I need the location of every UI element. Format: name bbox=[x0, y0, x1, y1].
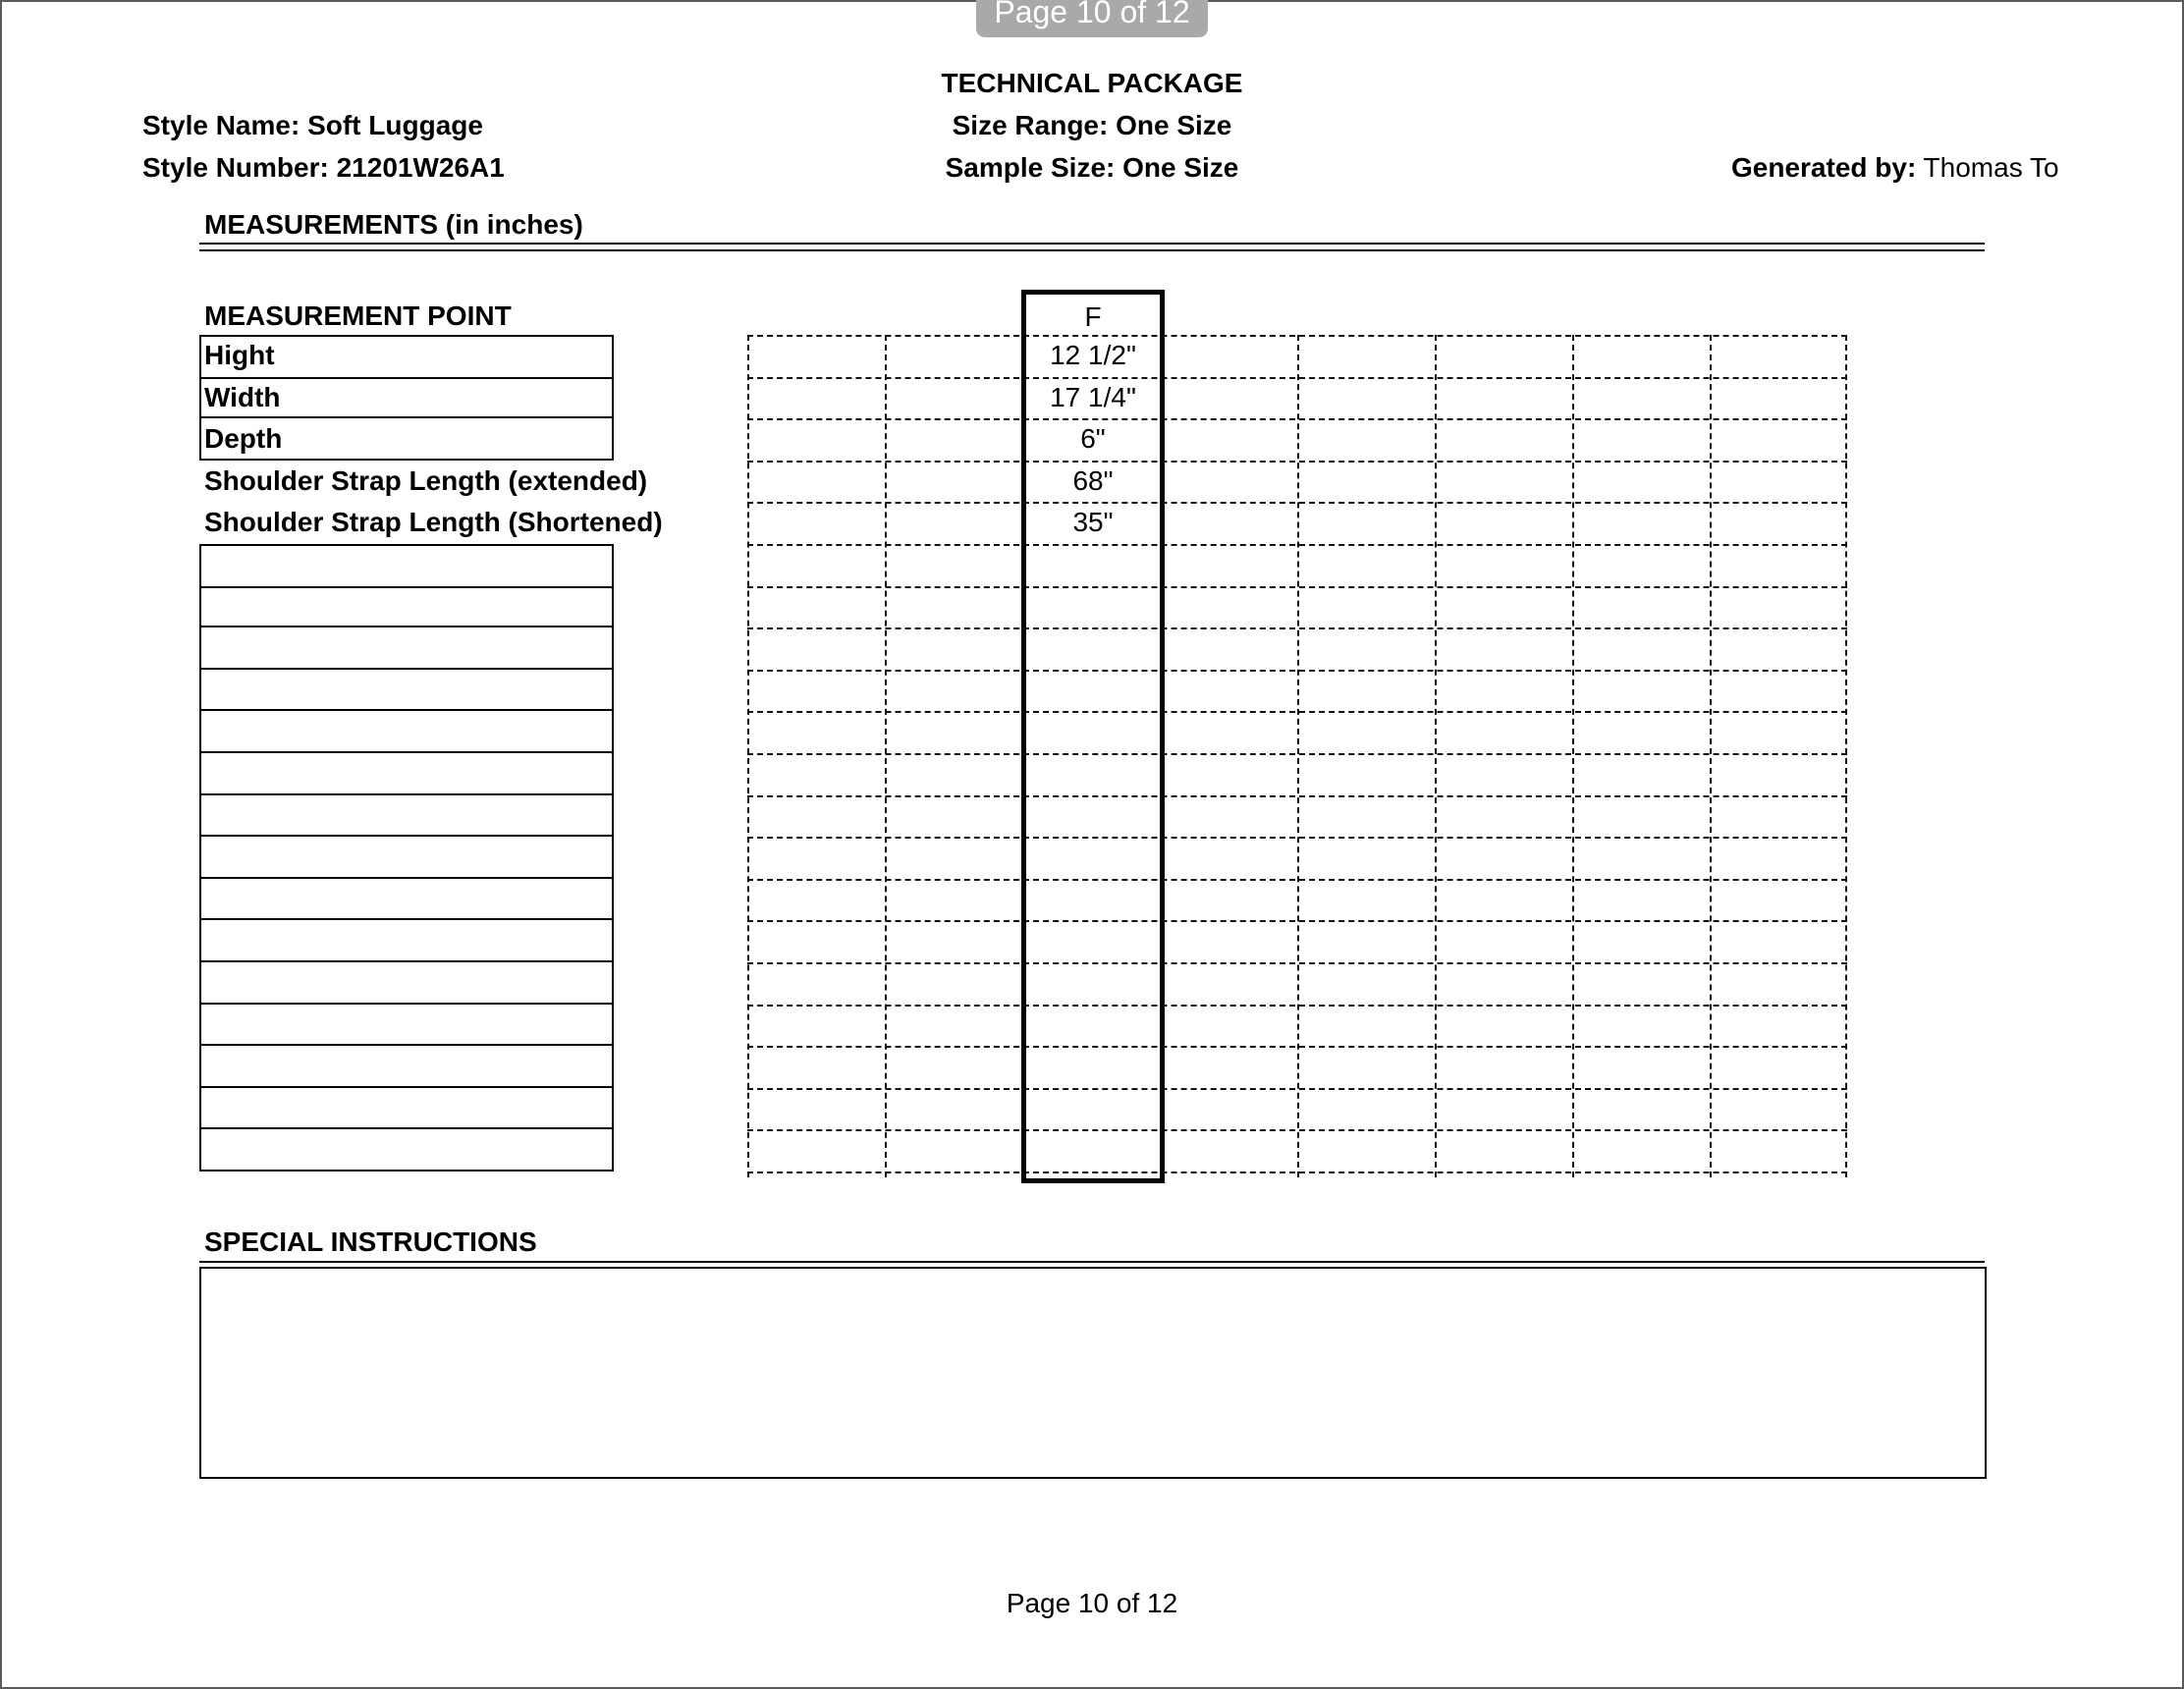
page-indicator-badge: Page 10 of 12 bbox=[976, 0, 1208, 37]
grid-column-line bbox=[1845, 335, 1847, 1177]
grid-column-line bbox=[1297, 335, 1299, 1177]
measurement-point-cell bbox=[199, 586, 614, 627]
generated-by bbox=[1731, 151, 2059, 185]
measurement-point-label: Depth bbox=[204, 423, 283, 454]
measurement-point-cell bbox=[199, 753, 614, 795]
generated-by-label: Generated by: bbox=[1731, 152, 1917, 183]
measurement-value: 6" bbox=[1080, 423, 1106, 454]
size-column-header: F bbox=[1084, 301, 1102, 332]
measurement-point-cell bbox=[199, 837, 614, 879]
measurement-value: 35" bbox=[1072, 507, 1114, 537]
style-name: Style Name: Soft Luggage bbox=[142, 110, 483, 140]
measurement-point-cell bbox=[199, 544, 614, 588]
grid-column-line bbox=[1710, 335, 1712, 1177]
measurement-point-cell bbox=[199, 627, 614, 670]
document-title: TECHNICAL PACKAGE bbox=[941, 68, 1243, 98]
measurement-point-cell bbox=[199, 711, 614, 753]
sample-size: Sample Size: One Size bbox=[945, 152, 1239, 183]
measurement-point-cell bbox=[199, 920, 614, 962]
special-instructions-rule bbox=[199, 1261, 1985, 1263]
measurement-point-cell bbox=[199, 879, 614, 920]
style-number: Style Number: 21201W26A1 bbox=[142, 152, 505, 183]
measurement-value: 17 1/4" bbox=[1050, 382, 1136, 412]
measurement-point-header: MEASUREMENT POINT bbox=[204, 300, 512, 331]
measurement-point-label: Shoulder Strap Length (extended) bbox=[204, 465, 648, 496]
measurements-section-title: MEASUREMENTS (in inches) bbox=[204, 209, 583, 240]
special-instructions-title: SPECIAL INSTRUCTIONS bbox=[204, 1226, 537, 1257]
grid-column-line bbox=[747, 335, 749, 1177]
measurement-point-label: Width bbox=[204, 382, 281, 412]
size-range: Size Range: One Size bbox=[952, 110, 1232, 140]
generated-by-value: Thomas To bbox=[1916, 152, 2059, 183]
size-grid bbox=[747, 335, 1847, 1177]
special-instructions-box bbox=[199, 1267, 1987, 1479]
measurement-point-cell bbox=[199, 795, 614, 837]
grid-column-line bbox=[885, 335, 887, 1177]
measurement-value: 68" bbox=[1072, 465, 1114, 496]
measurement-point-label: Shoulder Strap Length (Shortened) bbox=[204, 507, 663, 537]
measurement-point-cell bbox=[199, 670, 614, 711]
measurement-value: 12 1/2" bbox=[1050, 340, 1136, 370]
measurement-point-cell bbox=[199, 1088, 614, 1129]
measurement-point-label: Hight bbox=[204, 340, 275, 370]
measurement-point-cell bbox=[199, 1129, 614, 1171]
grid-column-line bbox=[1435, 335, 1437, 1177]
measurement-point-cell bbox=[199, 1046, 614, 1088]
section-rule bbox=[199, 243, 1985, 251]
page-footer: Page 10 of 12 bbox=[1006, 1588, 1178, 1618]
measurement-point-cell bbox=[199, 1005, 614, 1046]
grid-column-line bbox=[1572, 335, 1574, 1177]
measurement-point-cell bbox=[199, 962, 614, 1005]
